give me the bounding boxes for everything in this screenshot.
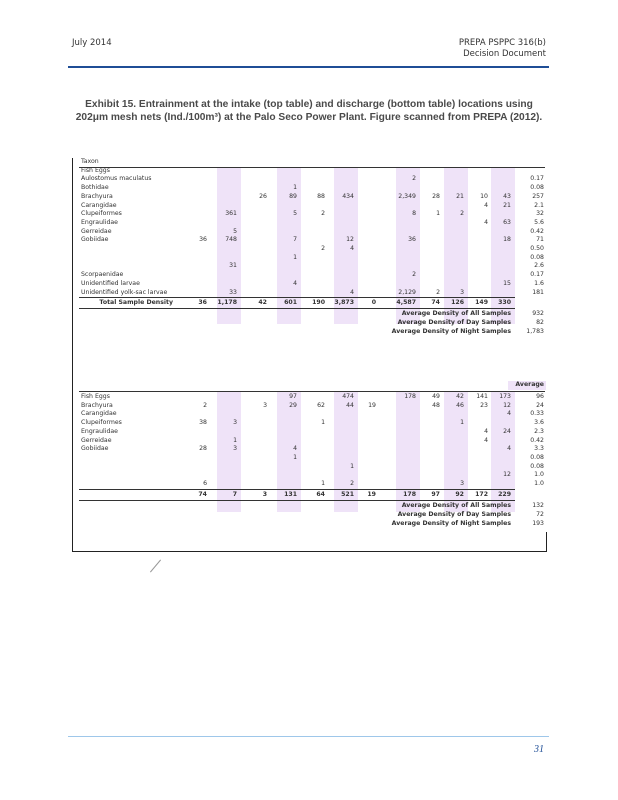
density-cell: 173 (499, 393, 511, 400)
figure-right-border (546, 532, 548, 552)
density-cell: 2 (350, 480, 354, 487)
density-cell: 4 (484, 427, 488, 435)
average-cell: 1.0 (534, 471, 544, 479)
discharge-totals-rule (79, 489, 515, 490)
density-cell: 474 (342, 393, 354, 400)
discharge-totals-underline (79, 500, 515, 501)
density-cell: 3 (263, 401, 267, 409)
density-cell: 12 (503, 471, 511, 479)
taxon-label: Gobiidae (81, 445, 109, 453)
discharge-summary-label: Average Density of Night Samples (391, 519, 511, 527)
density-cell: 4 (484, 436, 488, 444)
density-cell: 4 (484, 218, 488, 226)
average-cell: 3.3 (534, 445, 544, 453)
total-cell: 42 (258, 299, 267, 307)
discharge-summary-value: 193 (532, 519, 544, 527)
density-cell: 4 (350, 288, 354, 296)
total-cell: 601 (284, 299, 297, 307)
density-cell: 21 (456, 192, 464, 200)
header-doc-id (459, 38, 546, 60)
taxon-label: Engraulidae (81, 427, 118, 435)
total-cell: 172 (475, 490, 488, 498)
scan-pen-mark (150, 560, 161, 573)
total-cell: 0 (371, 299, 376, 307)
intake-summary-label: Average Density of All Samples (401, 310, 511, 318)
density-cell: 10 (480, 192, 488, 200)
taxon-label: Fish Eggs (81, 166, 110, 174)
average-cell: 0.50 (530, 245, 544, 252)
header-rule (68, 66, 549, 68)
density-cell: 4 (507, 410, 511, 418)
total-cell: 74 (198, 490, 207, 498)
average-cell: 257 (532, 192, 544, 200)
density-cell: 434 (342, 192, 354, 200)
density-cell: 24 (503, 427, 511, 435)
density-cell: 42 (456, 393, 464, 400)
density-cell: 29 (289, 401, 297, 409)
intake-summary-label: Average Density of Night Samples (391, 328, 511, 336)
density-cell: 2 (412, 271, 416, 279)
total-cell: 74 (431, 299, 440, 307)
density-cell: 4 (293, 279, 297, 287)
density-cell: 5 (233, 227, 237, 235)
average-cell: 5.6 (534, 218, 544, 226)
total-cell: 229 (498, 490, 511, 498)
footer-rule (68, 736, 549, 737)
taxon-label: Gerreidae (81, 227, 112, 235)
density-cell: 36 (408, 236, 416, 244)
taxon-label: Fish Eggs (81, 393, 110, 400)
taxon-label: Engraulidae (81, 218, 118, 226)
density-cell: 4 (293, 445, 297, 453)
exhibit-caption: Exhibit 15. Entrainment at the intake (top table) and discharge (bottom table) locations using 202μm mesh nets (Ind./100m³) at the Palo Seco Power Plant. Figure scanned from PREPA (2012). (75, 99, 543, 123)
total-cell: 19 (367, 490, 376, 498)
intake-summary-label: Average Density of Day Samples (397, 319, 511, 327)
density-cell: 44 (346, 401, 354, 409)
density-cell: 31 (229, 262, 237, 270)
header-date: July 2014 (72, 38, 112, 48)
density-cell: 7 (293, 236, 297, 244)
average-cell: 1.6 (534, 279, 544, 287)
density-cell: 1 (321, 480, 325, 487)
density-cell: 3 (460, 288, 464, 296)
density-cell: 2,129 (398, 288, 416, 296)
total-cell: 131 (284, 490, 297, 498)
taxon-label: Bothidae (81, 184, 109, 192)
density-cell: 2,349 (398, 192, 416, 200)
density-cell: 2 (203, 401, 207, 409)
header-subtitle: Decision Document (463, 49, 546, 59)
density-cell: 19 (368, 401, 376, 409)
total-cell: 126 (451, 299, 464, 307)
density-cell: 1 (350, 462, 354, 470)
density-cell: 2 (412, 175, 416, 183)
discharge-summary-label: Average Density of All Samples (401, 501, 511, 509)
density-cell: 4 (507, 445, 511, 453)
density-cell: 46 (456, 401, 464, 409)
figure-bottom-border (73, 551, 547, 552)
density-cell: 2 (321, 245, 325, 252)
density-cell: 48 (432, 401, 440, 409)
density-cell: 141 (476, 393, 488, 400)
density-cell: 3 (233, 445, 237, 453)
average-cell: 181 (532, 288, 544, 296)
density-cell: 15 (503, 279, 511, 287)
intake-totals-rule (79, 297, 515, 298)
intake-total-label: Total Sample Density (99, 299, 173, 307)
density-cell: 748 (225, 236, 237, 244)
density-cell: 2 (460, 210, 464, 218)
density-cell: 1 (233, 436, 237, 444)
total-cell: 521 (341, 490, 354, 498)
density-cell: 28 (199, 445, 207, 453)
average-cell: 24 (536, 401, 544, 409)
density-cell: 36 (199, 236, 207, 244)
discharge-summary-value: 132 (532, 501, 544, 509)
average-cell: 0.33 (530, 410, 544, 418)
density-cell: 33 (229, 288, 237, 296)
intake-summary-value: 1,783 (526, 328, 544, 336)
average-cell: 0.17 (530, 175, 544, 183)
average-cell: 0.42 (530, 436, 544, 444)
page-number: 31 (534, 744, 544, 755)
average-cell: 32 (536, 210, 544, 218)
total-cell: 1,178 (217, 299, 237, 307)
taxon-label: Brachyura (81, 401, 113, 409)
density-cell: 3 (460, 480, 464, 487)
density-cell: 26 (259, 192, 267, 200)
intake-totals-underline (79, 308, 515, 309)
discharge-header-rule (79, 391, 545, 392)
taxon-label: Clupeiformes (81, 419, 122, 427)
intake-summary-value: 932 (532, 310, 544, 318)
density-cell: 12 (503, 401, 511, 409)
total-cell: 92 (455, 490, 464, 498)
header-title: PREPA PSPPC 316(b) (458, 38, 546, 48)
taxon-label: Gobiidae (81, 236, 109, 244)
taxon-label: Clupeiformes (81, 210, 122, 218)
taxon-label: Carangidae (81, 201, 117, 209)
taxon-label: Unidentified larvae (81, 279, 140, 287)
total-cell: 4,587 (396, 299, 416, 307)
density-cell: 63 (503, 218, 511, 226)
average-cell: 0.17 (530, 271, 544, 279)
discharge-column-shade (217, 392, 241, 512)
average-cell: 2.1 (534, 201, 544, 209)
density-cell: 28 (432, 192, 440, 200)
density-cell: 23 (480, 401, 488, 409)
total-cell: 97 (431, 490, 440, 498)
total-cell: 149 (475, 299, 488, 307)
discharge-summary-label: Average Density of Day Samples (397, 510, 511, 518)
taxon-label: Gerreidae (81, 436, 112, 444)
density-cell: 6 (203, 480, 207, 487)
average-cell: 0.42 (530, 227, 544, 235)
average-column-header: Average (515, 381, 544, 388)
average-cell: 0.08 (530, 453, 544, 461)
total-cell: 3,873 (334, 299, 354, 307)
average-cell: 1.0 (534, 480, 544, 487)
density-cell: 21 (503, 201, 511, 209)
total-cell: 36 (198, 299, 207, 307)
average-cell: 3.6 (534, 419, 544, 427)
density-cell: 88 (317, 192, 325, 200)
density-cell: 178 (404, 393, 416, 400)
density-cell: 3 (233, 419, 237, 427)
total-cell: 3 (262, 490, 267, 498)
intake-taxon-header: Taxon (81, 158, 99, 165)
density-cell: 1 (460, 419, 464, 427)
density-cell: 1 (293, 253, 297, 261)
average-cell: 0.08 (530, 253, 544, 261)
density-cell: 1 (321, 419, 325, 427)
total-cell: 190 (312, 299, 325, 307)
discharge-summary-value: 72 (536, 510, 544, 518)
density-cell: 2 (321, 210, 325, 218)
density-cell: 49 (432, 393, 440, 400)
intake-header-rule (79, 167, 545, 168)
density-cell: 4 (484, 201, 488, 209)
density-cell: 4 (350, 245, 354, 252)
total-cell: 330 (498, 299, 511, 307)
average-cell: 0.08 (530, 184, 544, 192)
density-cell: 1 (293, 184, 297, 192)
density-cell: 5 (293, 210, 297, 218)
density-cell: 8 (412, 210, 416, 218)
taxon-label: Aulostomus maculatus (81, 175, 152, 183)
average-cell: 2.6 (534, 262, 544, 270)
average-cell: 71 (536, 236, 544, 244)
taxon-label: Brachyura (81, 192, 113, 200)
density-cell: 38 (199, 419, 207, 427)
density-cell: 89 (289, 192, 297, 200)
density-cell: 97 (289, 393, 297, 400)
density-cell: 43 (503, 192, 511, 200)
density-cell: 18 (503, 236, 511, 244)
density-cell: 62 (317, 401, 325, 409)
density-cell: 1 (436, 210, 440, 218)
average-cell: 0.08 (530, 462, 544, 470)
density-cell: 12 (346, 236, 354, 244)
taxon-label: Scorpaenidae (81, 271, 124, 279)
total-cell: 64 (316, 490, 325, 498)
density-cell: 1 (293, 453, 297, 461)
scanned-figure (72, 158, 547, 552)
average-cell: 2.3 (534, 427, 544, 435)
intake-summary-value: 82 (536, 319, 544, 327)
density-cell: 361 (225, 210, 237, 218)
total-cell: 7 (232, 490, 237, 498)
taxon-label: Unidentified yolk-sac larvae (81, 288, 168, 296)
taxon-label: Carangidae (81, 410, 117, 418)
average-cell: 96 (536, 393, 544, 400)
total-cell: 178 (403, 490, 416, 498)
density-cell: 2 (436, 288, 440, 296)
